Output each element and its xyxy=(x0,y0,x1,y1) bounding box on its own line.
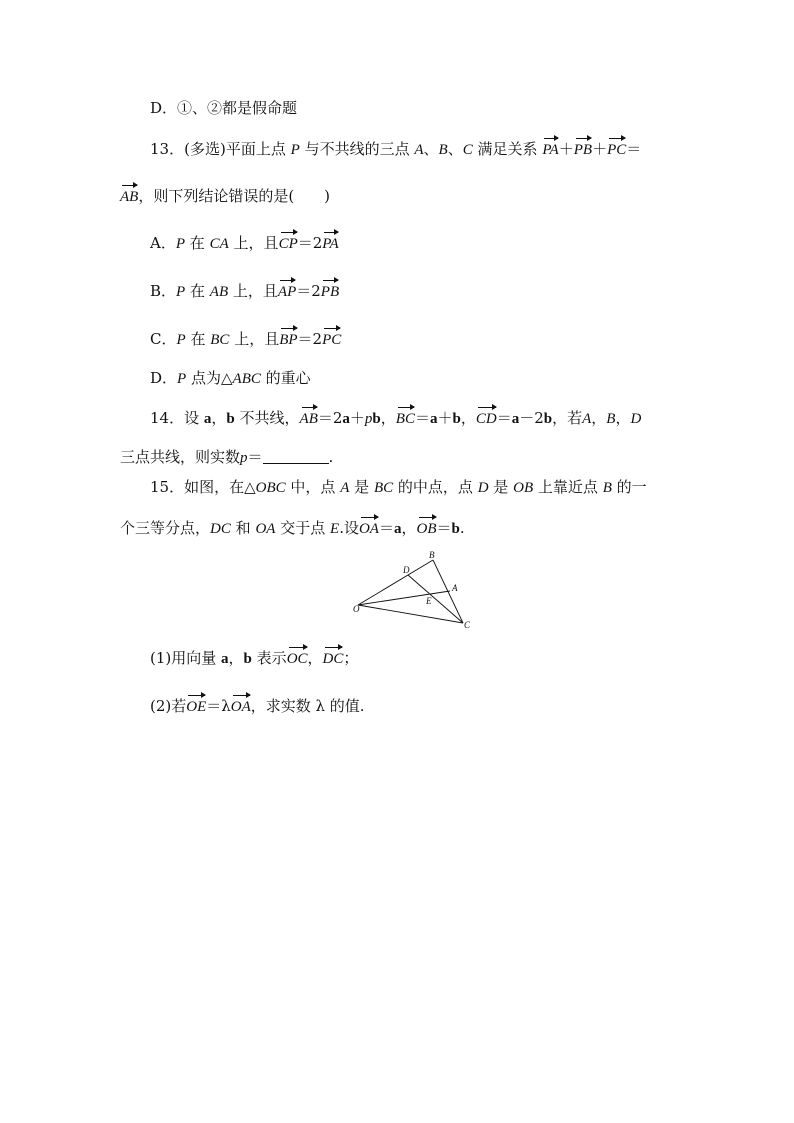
vector-pc: PC xyxy=(607,138,626,160)
point-b: B xyxy=(602,480,612,496)
label-d: D xyxy=(403,565,410,575)
option-text: 在 xyxy=(189,282,205,300)
triangle-figure xyxy=(350,548,476,634)
option-text: 在 xyxy=(189,234,205,252)
point-a: A xyxy=(414,142,424,158)
q14-number: 14．设 xyxy=(150,409,200,427)
option-text: ＝2 xyxy=(297,330,323,348)
sub-text: ，求实数 λ 的值. xyxy=(250,697,365,715)
segment-bc: BC xyxy=(373,480,394,496)
sub-text: (2)若 xyxy=(150,697,187,715)
punctuation: ； xyxy=(343,649,359,667)
vector-b: b xyxy=(243,651,252,667)
vector-oc: OC xyxy=(287,647,308,669)
vector-ab: AB xyxy=(300,407,318,429)
segment-oc-line xyxy=(358,605,463,623)
plus-sign: ＋ xyxy=(592,140,608,158)
separator: ， xyxy=(307,649,323,667)
vector-a: a xyxy=(511,411,520,427)
option-text: 上，且 xyxy=(233,234,279,252)
q13-stem-line1 xyxy=(150,138,641,160)
segment-ob-line xyxy=(358,560,433,605)
vector-a: a xyxy=(429,411,438,427)
vector-a: a xyxy=(342,411,350,427)
period: . xyxy=(328,448,334,466)
q15-line2 xyxy=(120,517,465,539)
variable-p: p xyxy=(240,450,248,466)
equals-sign: ＝ xyxy=(496,409,512,427)
q14-text: 三点共线，则实数 xyxy=(120,448,241,466)
point-c: C xyxy=(462,142,473,158)
q15-text: 是 xyxy=(354,478,370,496)
option-text: 在 xyxy=(190,330,206,348)
q13-option-c xyxy=(150,328,341,350)
option-text: 的重心 xyxy=(265,369,311,387)
vector-ab: AB xyxy=(120,185,138,207)
separator: ， xyxy=(380,409,396,427)
point-p: P xyxy=(175,236,186,252)
q15-text: 是 xyxy=(493,478,509,496)
vector: PB xyxy=(321,280,339,302)
vector-bc: BC xyxy=(396,407,415,429)
q14-line1 xyxy=(150,407,641,429)
q13-stem-line2 xyxy=(120,185,330,207)
q15-text: 上靠近点 xyxy=(537,478,598,496)
q15-text: .设 xyxy=(339,519,359,537)
option-text: 点为△ xyxy=(190,369,233,387)
vector: CP xyxy=(279,232,298,254)
vector: PC xyxy=(322,328,341,350)
vector: BP xyxy=(279,328,297,350)
vector-b: b xyxy=(452,411,461,427)
vector-b: b xyxy=(372,411,381,427)
q13-option-b xyxy=(150,280,339,302)
vector-b: b xyxy=(451,521,460,537)
vector-b: b xyxy=(226,411,235,427)
point-b: B xyxy=(606,411,616,427)
equation-part: ＝2 xyxy=(317,409,343,427)
q15-number: 15．如图，在△ xyxy=(150,478,256,496)
vector-ob: OB xyxy=(417,517,437,539)
sub-text: 表示 xyxy=(256,649,287,667)
option-text: 上，且 xyxy=(234,330,280,348)
separator: ， xyxy=(460,409,476,427)
segment-ob: OB xyxy=(513,480,534,496)
vector-oe: OE xyxy=(186,695,206,717)
option-text: 上，且 xyxy=(232,282,278,300)
separator: ， xyxy=(211,409,227,427)
q13-option-a xyxy=(150,232,339,254)
separator: 、 xyxy=(423,140,439,158)
equation-part: ＝λ xyxy=(206,697,231,715)
separator: ， xyxy=(591,409,607,427)
label-a: A xyxy=(452,583,458,593)
label-c: C xyxy=(464,620,471,630)
option-label: A． xyxy=(150,234,176,252)
variable-p: p xyxy=(364,411,373,427)
separator: ， xyxy=(228,649,244,667)
option-text: ＝2 xyxy=(296,282,321,300)
vector: AP xyxy=(278,280,296,302)
period: . xyxy=(459,519,465,537)
option-label: B． xyxy=(150,282,177,300)
equals-sign: ＝ xyxy=(414,409,430,427)
label-b: B xyxy=(429,550,435,560)
q12-option-d: D．①、②都是假命题 xyxy=(150,99,298,117)
q13-text: 满足关系 xyxy=(477,140,538,158)
q15-text: 的中点，点 xyxy=(397,478,473,496)
triangle-name: ABC xyxy=(232,371,261,387)
q15-sub1 xyxy=(150,647,358,669)
separator: ， xyxy=(401,519,417,537)
q13-multi-tag: (多选) xyxy=(184,140,226,158)
point-a: A xyxy=(582,411,592,427)
segment-oa-line xyxy=(358,591,450,605)
q15-line1 xyxy=(150,477,647,498)
vector-oa: OA xyxy=(231,695,251,717)
answer-blank[interactable] xyxy=(263,449,329,464)
vector-pa: PA xyxy=(542,138,558,160)
q14-text: ，若 xyxy=(552,409,583,427)
figure-lines xyxy=(358,560,463,623)
option-text: ＝2 xyxy=(297,234,323,252)
equals-sign: ＝ xyxy=(378,519,394,537)
q13-text: 与不共线的三点 xyxy=(304,140,410,158)
minus-part: －2 xyxy=(519,409,544,427)
vector-a: a xyxy=(393,521,402,537)
vector-oa: OA xyxy=(359,517,379,539)
vector-b: b xyxy=(543,411,553,427)
segment: BC xyxy=(210,332,230,348)
q13-text: 平面上点 xyxy=(225,140,286,158)
q13-number: 13． xyxy=(150,140,185,158)
plus-sign: ＋ xyxy=(437,409,453,427)
q13-option-d xyxy=(150,368,311,389)
vector-dc: DC xyxy=(323,647,344,669)
sub-text: (1)用向量 xyxy=(150,649,217,667)
q15-text: 中，点 xyxy=(290,478,336,496)
segment-dc: DC xyxy=(210,521,231,537)
vector-a: a xyxy=(203,411,212,427)
separator: ， xyxy=(615,409,631,427)
q15-text: 和 xyxy=(235,519,251,537)
separator: 、 xyxy=(447,140,463,158)
segment: CA xyxy=(209,236,229,252)
point-p: P xyxy=(176,284,186,300)
label-e: E xyxy=(426,596,432,606)
plus-sign: ＋ xyxy=(558,140,574,158)
point-p: P xyxy=(177,371,187,387)
point-e: E xyxy=(330,521,340,537)
point-d: D xyxy=(477,480,489,496)
vector-a: a xyxy=(221,651,229,667)
vector-pb: PB xyxy=(574,138,592,160)
option-label: C． xyxy=(150,330,177,348)
segment: AB xyxy=(209,284,229,300)
q15-text: 个三等分点， xyxy=(120,519,211,537)
q13-text: ，则下列结论错误的是( ) xyxy=(138,187,331,205)
plus-sign: ＋ xyxy=(349,409,365,427)
point-d: D xyxy=(630,411,642,427)
q14-line2 xyxy=(120,447,333,468)
point-a: A xyxy=(340,480,350,496)
triangle-name: OBC xyxy=(255,480,286,496)
vector-cd: CD xyxy=(476,407,497,429)
point-b: B xyxy=(438,142,448,158)
q15-text: 的一 xyxy=(616,478,647,496)
equals-sign: ＝ xyxy=(626,140,642,158)
point-p: P xyxy=(176,332,186,348)
point-p: P xyxy=(290,142,300,158)
equals-sign: ＝ xyxy=(436,519,452,537)
q14-text: 不共线， xyxy=(239,409,300,427)
label-o: O xyxy=(353,604,360,614)
option-label: D． xyxy=(150,369,178,387)
segment-oa: OA xyxy=(255,521,276,537)
vector: PA xyxy=(322,232,338,254)
q15-text: 交于点 xyxy=(280,519,326,537)
equals-sign: ＝ xyxy=(247,448,263,466)
q15-sub2 xyxy=(150,695,365,717)
